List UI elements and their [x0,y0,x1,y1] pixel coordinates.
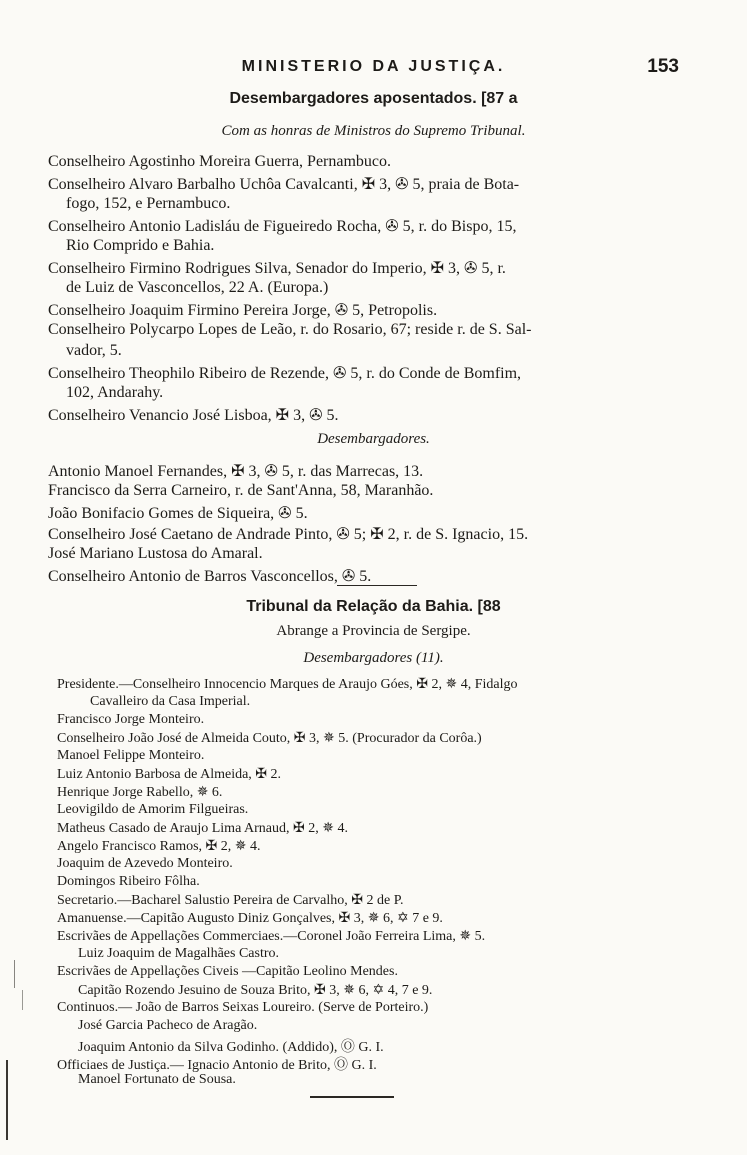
entry-line: Conselheiro José Caetano de Andrade Pinto, ✇ 5; ✠ 2, r. de S. Ignacio, 15. [48,526,529,543]
section-subheading-desembargadores-11: Desembargadores (11). [303,650,444,666]
entry-line: Presidente.—Conselheiro Innocencio Marques de Araujo Góes, ✠ 2, ✵ 4, Fidalgo [57,677,518,692]
entry-line: Conselheiro Agostinho Moreira Guerra, Pernambuco. [48,153,392,170]
entry-line: Continuos.— João de Barros Seixas Loureiro. (Serve de Porteiro.) [57,1000,429,1015]
entry-line: Conselheiro Venancio José Lisboa, ✠ 3, ✇ 5. [48,407,339,424]
entry-line: Escrivães de Appellações Civeis —Capitão Leolino Mendes. [57,964,398,979]
entry-line-continuation: Rio Comprido e Bahia. [66,237,215,254]
entry-line: Conselheiro João José de Almeida Couto, ✠ 3, ✵ 5. (Procurador da Corôa.) [57,731,482,746]
entry-line: Manoel Felippe Monteiro. [57,748,205,763]
running-title: MINISTERIO DA JUSTIÇA. [241,58,506,75]
entry-line: Officiaes de Justiça.— Ignacio Antonio de Brito, Ⓞ G. I. [57,1058,377,1073]
section-heading-relacao-bahia: Tribunal da Relação da Bahia. [88 [246,598,501,615]
divider-rule [337,585,417,586]
entry-line-continuation: Manoel Fortunato de Sousa. [78,1072,236,1087]
entry-line: Conselheiro Antonio de Barros Vasconcellos, ✇ 5. [48,568,372,585]
entry-line: Luiz Antonio Barbosa de Almeida, ✠ 2. [57,767,282,782]
entry-line: Conselheiro Alvaro Barbalho Uchôa Cavalcanti, ✠ 3, ✇ 5, praia de Bota- [48,176,520,193]
entry-line: Conselheiro Antonio Ladisláu de Figueiredo Rocha, ✇ 5, r. do Bispo, 15, [48,218,517,235]
margin-pencil-mark [14,960,15,988]
entry-line: Conselheiro Polycarpo Lopes de Leão, r. do Rosario, 67; reside r. de S. Sal- [48,321,532,338]
entry-line: João Bonifacio Gomes de Siqueira, ✇ 5. [48,505,308,522]
page-header [0,58,747,82]
entry-line: Conselheiro Joaquim Firmino Pereira Jorge, ✇ 5, Petropolis. [48,302,438,319]
margin-pencil-mark [22,990,23,1010]
section-subheading-honras: Com as honras de Ministros do Supremo Tribunal. [221,123,526,139]
entry-line-continuation: Cavalleiro da Casa Imperial. [90,694,251,709]
entry-line: Conselheiro Theophilo Ribeiro de Rezende, ✇ 5, r. do Conde de Bomfim, [48,365,522,382]
section-heading-desembargadores-aposentados: Desembargadores aposentados. [87 a [229,90,518,107]
entry-line: Joaquim de Azevedo Monteiro. [57,856,233,871]
entry-line-continuation: 102, Andarahy. [66,384,164,401]
entry-line: Domingos Ribeiro Fôlha. [57,874,200,889]
entry-line: Francisco Jorge Monteiro. [57,712,205,727]
entry-line: Secretario.—Bacharel Salustio Pereira de Carvalho, ✠ 2 de P. [57,893,404,908]
entry-line-continuation: Capitão Rozendo Jesuino de Souza Brito, ✠ 3, ✵ 6, ✡ 4, 7 e 9. [78,983,433,998]
margin-scan-mark [6,1060,8,1140]
end-rule [310,1096,394,1098]
entry-line-continuation: de Luiz de Vasconcellos, 22 A. (Europa.) [66,279,329,296]
entry-line: José Mariano Lustosa do Amaral. [48,545,263,562]
entry-line-continuation: fogo, 152, e Pernambuco. [66,195,231,212]
entry-line-continuation: vador, 5. [66,342,122,359]
entry-line: Angelo Francisco Ramos, ✠ 2, ✵ 4. [57,839,261,854]
entry-line-continuation: José Garcia Pacheco de Aragão. [78,1018,258,1033]
entry-line: Amanuense.—Capitão Augusto Diniz Gonçalves, ✠ 3, ✵ 6, ✡ 7 e 9. [57,911,443,926]
entry-line: Francisco da Serra Carneiro, r. de Sant'Anna, 58, Maranhão. [48,482,434,499]
entry-line: Conselheiro Firmino Rodrigues Silva, Senador do Imperio, ✠ 3, ✇ 5, r. [48,260,506,277]
section-subheading-sergipe: Abrange a Provincia de Sergipe. [276,623,471,639]
entry-line-continuation: Joaquim Antonio da Silva Godinho. (Addido), Ⓞ G. I. [78,1040,384,1055]
entry-line: Escrivães de Appellações Commerciaes.—Coronel João Ferreira Lima, ✵ 5. [57,929,486,944]
section-subheading-desembargadores: Desembargadores. [317,431,430,447]
entry-line: Matheus Casado de Araujo Lima Arnaud, ✠ 2, ✵ 4. [57,821,348,836]
entry-line-continuation: Luiz Joaquim de Magalhães Castro. [78,946,280,961]
entry-line: Antonio Manoel Fernandes, ✠ 3, ✇ 5, r. das Marrecas, 13. [48,463,424,480]
entry-line: Henrique Jorge Rabello, ✵ 6. [57,785,223,800]
page-number: 153 [647,56,679,77]
entry-line: Leovigildo de Amorim Filgueiras. [57,802,249,817]
